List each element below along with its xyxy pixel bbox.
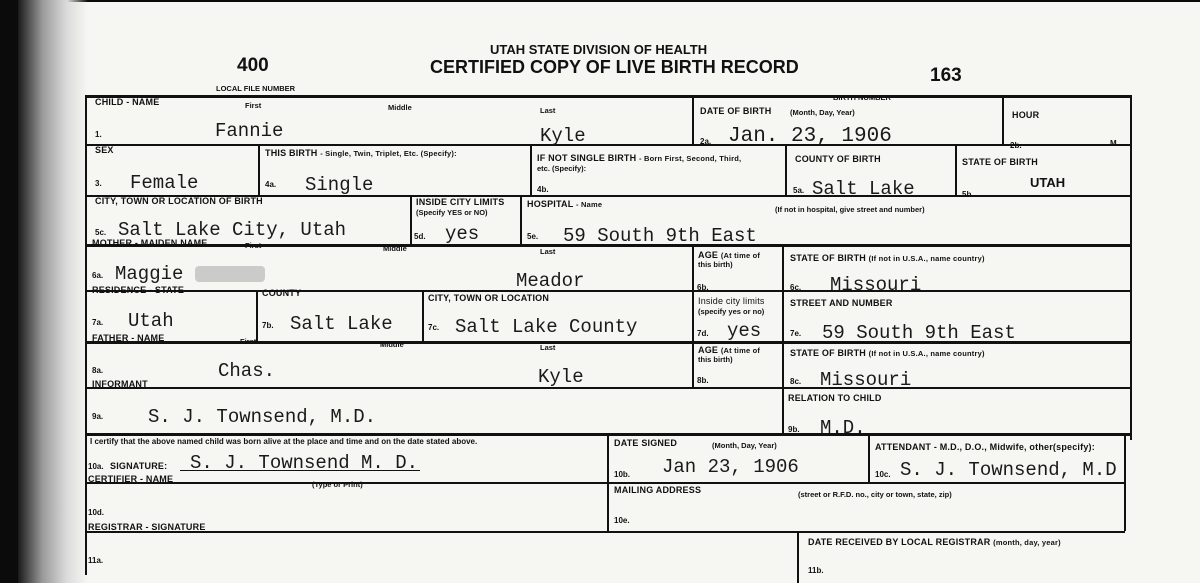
residence-inside-city-label: Inside city limits	[698, 296, 765, 306]
signature-label: SIGNATURE:	[110, 461, 168, 471]
item-6c: 6c.	[790, 283, 802, 292]
paper-curl-shadow	[18, 0, 88, 583]
mother-state-birth-value: Missouri	[830, 274, 922, 296]
hospital-hint: (If not in hospital, give street and number)	[775, 205, 925, 214]
father-last-label: Last	[540, 343, 556, 352]
inside-city-hint: (Specify YES or NO)	[416, 208, 488, 217]
not-single-hint: etc. (Specify):	[537, 164, 587, 173]
registrar-label: REGISTRAR - SIGNATURE	[88, 522, 206, 532]
child-middle-label: Middle	[388, 103, 412, 112]
item-2a: 2a.	[700, 137, 712, 146]
vline-county-res	[256, 290, 258, 343]
item-5d: 5d.	[414, 232, 426, 241]
form-top-border	[85, 95, 1132, 98]
item-7b: 7b.	[262, 321, 274, 330]
child-first-value: Fannie	[215, 120, 284, 142]
item-11a: 11a.	[88, 556, 104, 565]
row-line-6	[85, 387, 785, 389]
child-last-value: Kyle	[540, 125, 586, 147]
vline-date-signed	[607, 435, 609, 532]
item-7e: 7e.	[790, 329, 802, 338]
residence-state-value: Utah	[128, 310, 174, 332]
sex-label: SEX	[95, 145, 114, 155]
street-number-label: STREET AND NUMBER	[790, 298, 893, 308]
residence-city-value: Salt Lake County	[455, 316, 638, 338]
mother-age-label: AGE (At time of	[698, 250, 761, 260]
item-1: 1.	[95, 130, 102, 139]
item-7a: 7a.	[92, 318, 104, 327]
mother-age-hint: this birth)	[698, 260, 733, 269]
date-received-label: DATE RECEIVED BY LOCAL REGISTRAR (month, day, year)	[808, 537, 1061, 547]
vline-street-res	[782, 290, 784, 343]
state-of-birth-value: UTAH	[1030, 175, 1066, 190]
birth-certificate-paper	[30, 2, 1200, 583]
vline-hour	[1002, 96, 1004, 146]
child-first-label: First	[245, 101, 262, 110]
row-line-8	[85, 482, 1125, 484]
attendant-value: S. J. Townsend, M.D	[900, 459, 1117, 481]
this-birth-value: Single	[305, 174, 374, 196]
mother-last-value: Meador	[516, 270, 585, 292]
state-of-birth-label: STATE OF BIRTH	[962, 157, 1038, 167]
inside-city-value: yes	[445, 223, 480, 245]
vline-date-received	[797, 531, 799, 583]
mother-state-birth-label: STATE OF BIRTH (If not in U.S.A., name country)	[790, 253, 985, 263]
row-line-1	[85, 144, 1131, 146]
vline-attendant	[868, 435, 870, 483]
county-of-birth-value: Salt Lake	[812, 178, 915, 200]
vline-county	[785, 144, 787, 196]
date-signed-value: Jan 23, 1906	[662, 456, 799, 478]
hospital-value: 59 South 9th East	[563, 225, 757, 247]
father-age-hint: this birth)	[698, 355, 733, 364]
residence-inside-city-hint: (specify yes or no)	[698, 307, 765, 316]
item-10e: 10e.	[614, 516, 630, 525]
item-10a: 10a.	[88, 462, 104, 471]
child-name-label: CHILD - NAME	[95, 97, 160, 107]
hour-label: HOUR	[1012, 110, 1040, 120]
sex-value: Female	[130, 172, 199, 194]
item-3: 3.	[95, 179, 102, 188]
residence-city-label: CITY, TOWN OR LOCATION	[428, 293, 550, 303]
father-age-label: AGE (At time of	[698, 345, 761, 355]
certifier-label: CERTIFIER - NAME	[88, 474, 174, 484]
item-4a: 4a.	[265, 180, 277, 189]
residence-state-label: RESIDENCE - STATE	[92, 285, 185, 295]
row-line-4	[85, 290, 1131, 292]
item-9a: 9a.	[92, 412, 104, 421]
agency-name: UTAH STATE DIVISION OF HEALTH	[490, 42, 708, 57]
local-file-number-label: LOCAL FILE NUMBER	[216, 84, 296, 93]
certify-statement: I certify that the above named child was born alive at the place and time and on the date stated above.	[90, 437, 478, 446]
residence-inside-city-value: yes	[727, 320, 762, 342]
local-file-number: 400	[237, 55, 269, 76]
street-number-value: 59 South 9th East	[822, 322, 1016, 344]
type-print-hint: (Type or Print)	[312, 480, 363, 489]
mother-last-label: Last	[540, 247, 556, 256]
item-8a: 8a.	[92, 366, 104, 375]
item-5b: 5b.	[962, 190, 974, 199]
item-6b: 6b.	[697, 283, 709, 292]
birth-number: 163	[930, 65, 962, 86]
father-state-birth-label: STATE OF BIRTH (If not in U.S.A., name country)	[790, 348, 985, 358]
city-of-birth-label: CITY, TOWN OR LOCATION OF BIRTH	[95, 196, 263, 206]
vline-state	[955, 144, 957, 196]
form-left-border	[85, 95, 87, 575]
child-last-label: Last	[540, 106, 556, 115]
item-7d: 7d.	[697, 329, 709, 338]
father-first-value: Chas.	[218, 360, 276, 382]
vline-dob	[692, 96, 694, 146]
lower-right-border	[1124, 436, 1126, 531]
father-state-birth-value: Missouri	[820, 369, 912, 391]
mother-first-value: Maggie	[115, 263, 184, 285]
vline-father-state	[782, 342, 784, 389]
item-8c: 8c.	[790, 377, 802, 386]
item-10d: 10d.	[88, 508, 105, 517]
father-name-label: FATHER - NAME	[92, 333, 165, 343]
item-5c: 5c.	[95, 228, 107, 237]
inside-city-label: INSIDE CITY LIMITS	[416, 197, 505, 207]
not-single-label: IF NOT SINGLE BIRTH - Born First, Second, Third,	[537, 153, 742, 163]
vline-this-birth	[258, 144, 260, 196]
item-9b: 9b.	[788, 425, 800, 434]
item-4b: 4b.	[537, 185, 549, 194]
item-7c: 7c.	[428, 323, 440, 332]
item-11b: 11b.	[808, 566, 824, 575]
item-5a: 5a.	[793, 186, 805, 195]
dob-label: DATE OF BIRTH	[700, 106, 772, 116]
dob-value: Jan. 23, 1906	[728, 125, 892, 148]
vline-hospital	[520, 195, 522, 246]
mother-name-label: MOTHER - MAIDEN NAME	[92, 238, 208, 248]
date-signed-hint: (Month, Day, Year)	[712, 441, 777, 450]
informant-value: S. J. Townsend, M.D.	[148, 406, 377, 428]
item-10c: 10c.	[875, 470, 891, 479]
vline-city-res	[422, 290, 424, 343]
this-birth-label: THIS BIRTH - Single, Twin, Triplet, Etc. (Specify):	[265, 148, 457, 158]
vline-mother-state	[782, 246, 784, 292]
father-last-value: Kyle	[538, 366, 584, 388]
hour-m: M.	[1110, 139, 1119, 148]
item-6a: 6a.	[92, 271, 104, 280]
father-middle-label: Middle	[380, 340, 404, 349]
mother-middle-label: Middle	[383, 244, 407, 253]
mailing-label: MAILING ADDRESS	[614, 485, 702, 495]
item-2b: 2b.	[1010, 141, 1022, 150]
hospital-label: HOSPITAL - Name	[527, 199, 603, 209]
vline-inside-city	[410, 195, 412, 246]
item-8b: 8b.	[697, 376, 709, 385]
residence-county-label: COUNTY	[262, 288, 302, 298]
mother-first-label: First	[245, 241, 262, 250]
redaction-mark	[195, 266, 265, 282]
vline-inside-res	[692, 290, 694, 343]
date-signed-label: DATE SIGNED	[614, 438, 678, 448]
row-line-9	[85, 531, 1125, 533]
relation-value: M.D.	[820, 417, 866, 439]
dob-hint: (Month, Day, Year)	[790, 108, 855, 117]
attendant-label: ATTENDANT - M.D., D.O., Midwife, other(specify):	[875, 442, 1095, 452]
item-10b: 10b.	[614, 470, 631, 479]
vline-relation	[782, 388, 784, 435]
vline-father-age	[692, 342, 694, 389]
city-of-birth-value: Salt Lake City, Utah	[118, 219, 347, 241]
residence-county-value: Salt Lake	[290, 313, 393, 335]
county-of-birth-label: COUNTY OF BIRTH	[795, 154, 881, 164]
vline-not-single	[530, 144, 532, 196]
informant-label: INFORMANT	[92, 379, 148, 389]
mailing-hint: (street or R.F.D. no., city or town, state, zip)	[798, 490, 952, 499]
item-5e: 5e.	[527, 232, 539, 241]
vline-mother-age	[692, 246, 694, 292]
document-title: CERTIFIED COPY OF LIVE BIRTH RECORD	[430, 57, 799, 77]
father-first-label: First	[240, 337, 257, 346]
signature-value: S. J. Townsend M. D.	[190, 452, 419, 474]
relation-label: RELATION TO CHILD	[788, 393, 882, 403]
